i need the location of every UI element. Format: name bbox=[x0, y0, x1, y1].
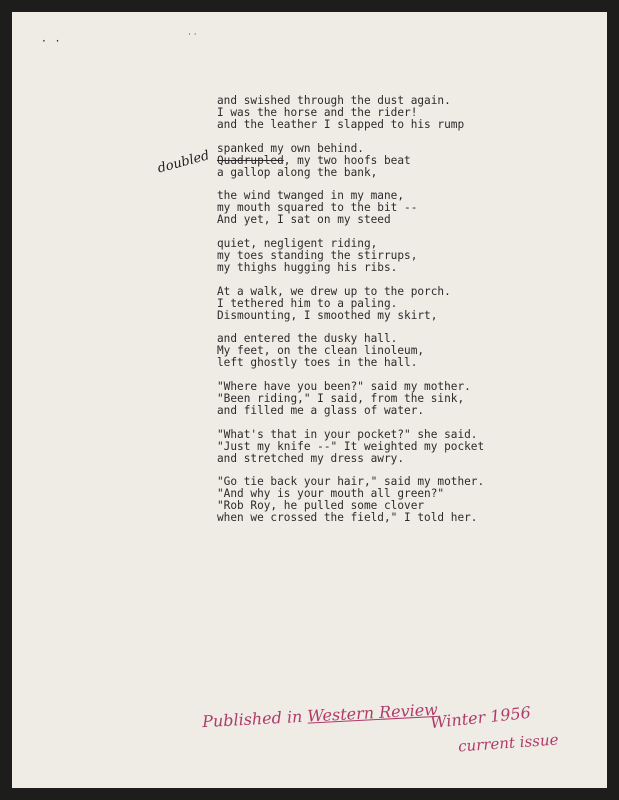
poem-line: "Been riding," I said, from the sink, bbox=[217, 391, 465, 405]
poem-line: my mouth squared to the bit -- bbox=[217, 201, 418, 215]
poem-line: "Go tie back your hair," said my mother. bbox=[217, 475, 485, 489]
poem-line: At a walk, we drew up to the porch. bbox=[217, 284, 451, 298]
struck-word: Quadrupled bbox=[217, 153, 284, 167]
poem-line: Dismounting, I smoothed my skirt, bbox=[217, 308, 438, 322]
poem-line: My feet, on the clean linoleum, bbox=[217, 344, 425, 358]
stanza-4 bbox=[217, 238, 484, 274]
poem-line: a gallop along the bank, bbox=[217, 165, 378, 179]
stanza-9 bbox=[217, 476, 484, 524]
poem-line: And yet, I sat on my steed bbox=[217, 213, 391, 227]
top-marks: · · bbox=[188, 30, 197, 40]
stanza-8 bbox=[217, 429, 484, 465]
poem-line: "Just my knife --" It weighted my pocket bbox=[217, 439, 485, 453]
poem-line: and entered the dusky hall. bbox=[217, 332, 398, 346]
poem-line: spanked my own behind. bbox=[217, 141, 364, 155]
poem-line: "Where have you been?" said my mother. bbox=[217, 379, 471, 393]
poem-line: the wind twanged in my mane, bbox=[217, 189, 405, 203]
poem-text bbox=[217, 95, 484, 536]
poem-line: left ghostly toes in the hall. bbox=[217, 356, 418, 370]
poem-line: "What's that in your pocket?" she said. bbox=[217, 427, 478, 441]
poem-line: quiet, negligent riding, bbox=[217, 236, 378, 250]
stanza-7 bbox=[217, 381, 484, 417]
poem-line-edited bbox=[217, 155, 484, 167]
stanza-1 bbox=[217, 95, 484, 131]
poem-line: and the leather I slapped to his rump bbox=[217, 117, 465, 131]
poem-line: and stretched my dress awry. bbox=[217, 451, 405, 465]
handwritten-publication-note bbox=[202, 700, 439, 731]
stanza-3 bbox=[217, 190, 484, 226]
poem-line: my toes standing the stirrups, bbox=[217, 248, 418, 262]
poem-line-rest: , my two hoofs beat bbox=[283, 153, 411, 167]
poem-line: my thighs hugging his ribs. bbox=[217, 260, 398, 274]
poem-line: I tethered him to a paling. bbox=[217, 296, 398, 310]
published-prefix: Published in bbox=[201, 706, 308, 732]
poem-line: and swished through the dust again. bbox=[217, 94, 451, 107]
poem-line: and filled me a glass of water. bbox=[217, 403, 425, 417]
journal-name: Western Review bbox=[306, 699, 439, 726]
poem-line: "Rob Roy, he pulled some clover bbox=[217, 499, 425, 513]
margin-annotation: doubled bbox=[156, 148, 212, 177]
stanza-2 bbox=[217, 143, 484, 179]
stanza-6 bbox=[217, 333, 484, 369]
typescript-page bbox=[12, 12, 607, 788]
corner-marks: · · bbox=[42, 34, 63, 48]
poem-line: "And why is your mouth all green?" bbox=[217, 487, 445, 501]
handwritten-current-issue: current issue bbox=[457, 730, 559, 756]
poem-line: when we crossed the field," I told her. bbox=[217, 511, 478, 525]
poem-line: I was the horse and the rider! bbox=[217, 105, 418, 119]
handwritten-season: Winter 1956 bbox=[429, 702, 532, 733]
stanza-5 bbox=[217, 286, 484, 322]
